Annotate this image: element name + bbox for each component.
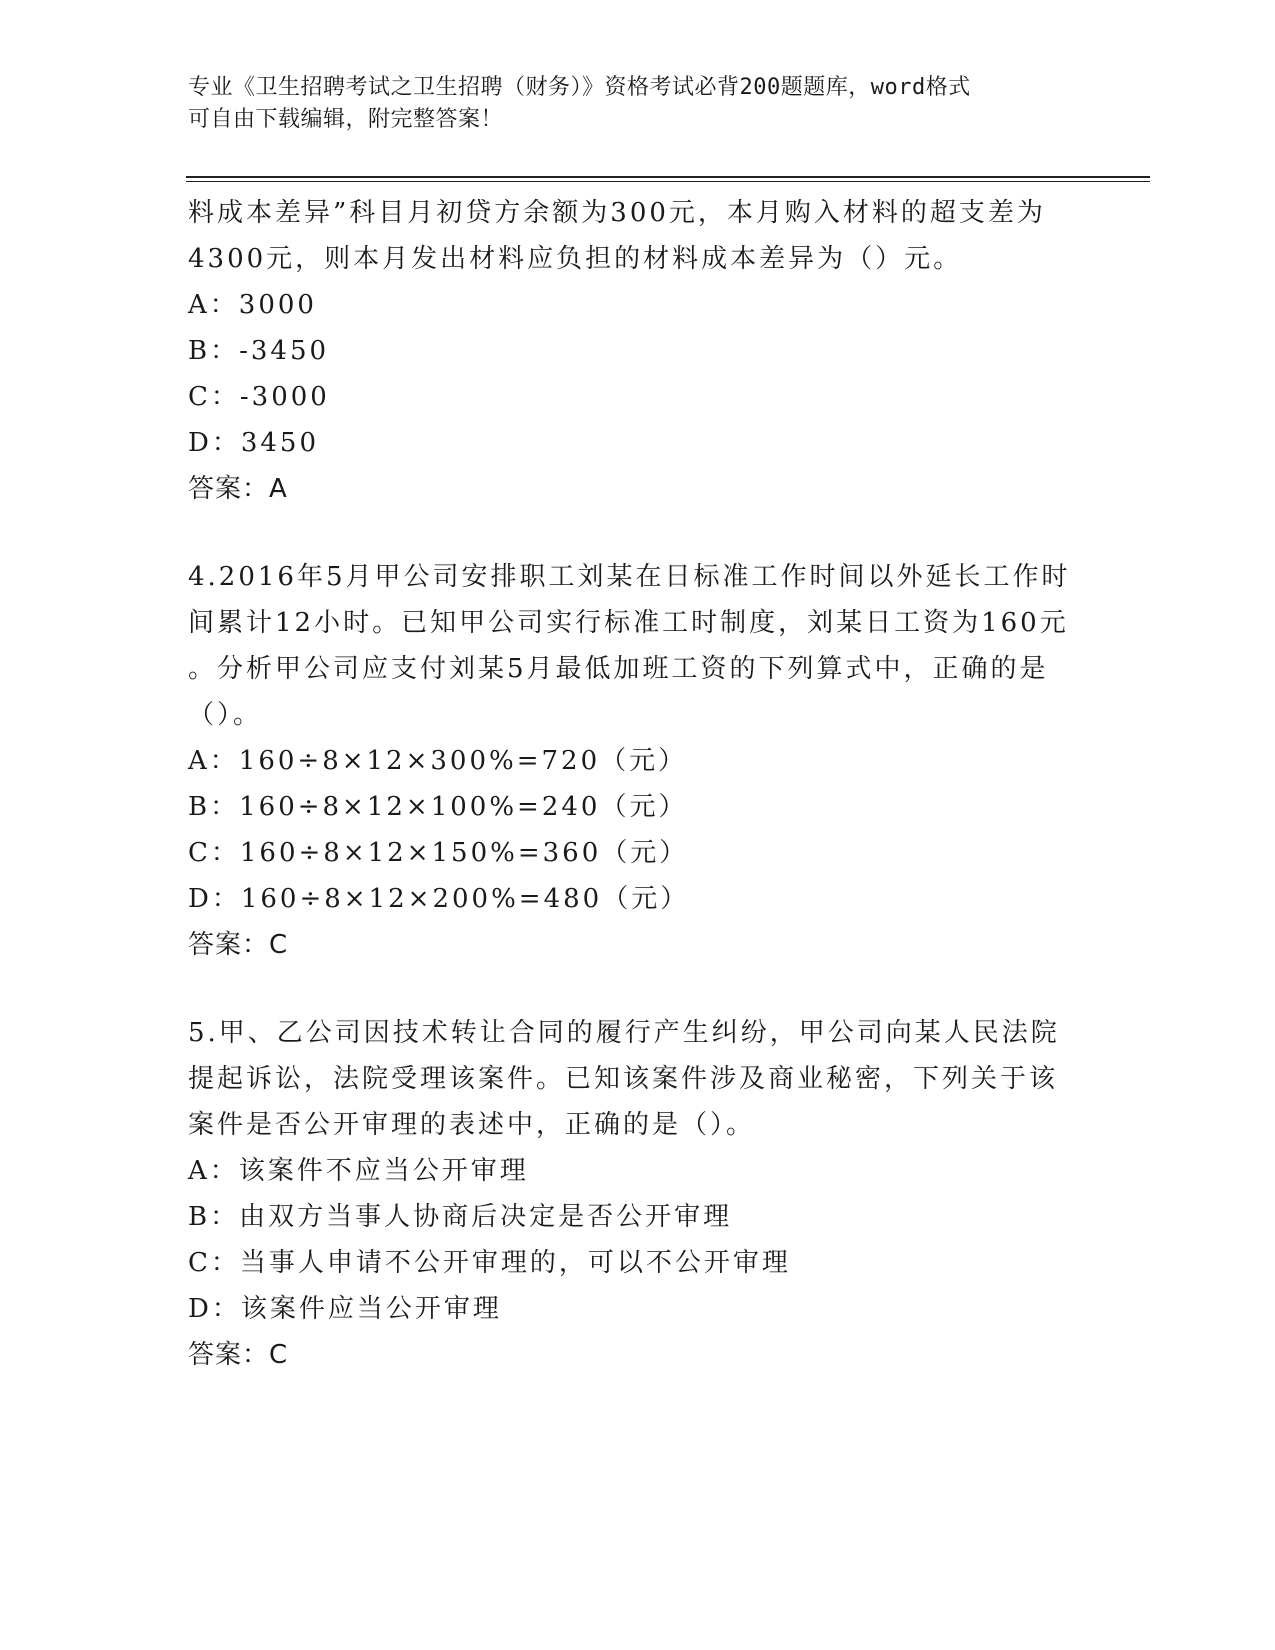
- spacer: [188, 512, 1088, 554]
- question-5: [188, 1010, 1088, 1378]
- header-divider-thin: [186, 181, 1150, 182]
- question-stem-line: 料成本差异”科目月初贷方余额为300元，本月购入材料的超支差为: [188, 198, 1046, 228]
- question-3: [188, 190, 1088, 512]
- option-c: C：当事人申请不公开审理的，可以不公开审理: [188, 1248, 791, 1278]
- question-stem-line: 4300元，则本月发出材料应负担的材料成本差异为（）元。: [188, 244, 963, 274]
- answer-line: 答案：C: [188, 930, 289, 960]
- option-a: A：160÷8×12×300%=720（元）: [188, 746, 688, 776]
- question-stem-line: 案件是否公开审理的表述中，正确的是（）。: [188, 1110, 756, 1140]
- option-d: D：3450: [188, 428, 320, 458]
- option-d: D：该案件应当公开审理: [188, 1294, 502, 1324]
- option-c: C：160÷8×12×150%=360（元）: [188, 838, 689, 868]
- option-b: B：160÷8×12×100%=240（元）: [188, 792, 688, 822]
- option-a: A：3000: [188, 290, 317, 320]
- answer-line: 答案：A: [188, 474, 288, 504]
- question-stem-line: 4.2016年5月甲公司安排职工刘某在日标准工作时间以外延长工作时: [188, 562, 1071, 592]
- option-c: C：-3000: [188, 382, 330, 412]
- document-body: [188, 190, 1088, 1378]
- question-stem-line: （）。: [188, 700, 263, 730]
- header-line-2: 可自由下载编辑，附完整答案！: [188, 107, 504, 132]
- question-stem-line: 提起诉讼，法院受理该案件。已知该案件涉及商业秘密，下列关于该: [188, 1064, 1059, 1094]
- question-stem-line: 。分析甲公司应支付刘某5月最低加班工资的下列算式中，正确的是: [188, 654, 1049, 684]
- question-4: [188, 554, 1088, 968]
- question-stem-line: 间累计12小时。已知甲公司实行标准工时制度，刘某日工资为160元: [188, 608, 1069, 638]
- answer-line: 答案：C: [188, 1340, 289, 1370]
- question-stem-line: 5.甲、乙公司因技术转让合同的履行产生纠纷，甲公司向某人民法院: [188, 1018, 1060, 1048]
- option-b: B：由双方当事人协商后决定是否公开审理: [188, 1202, 733, 1232]
- option-b: B：-3450: [188, 336, 330, 366]
- document-header: [188, 72, 1088, 136]
- spacer: [188, 968, 1088, 1010]
- header-line-1: 专业《卫生招聘考试之卫生招聘（财务）》资格考试必背200题题库，word格式: [188, 75, 971, 100]
- header-divider-thick: [186, 176, 1150, 178]
- option-d: D：160÷8×12×200%=480（元）: [188, 884, 690, 914]
- option-a: A：该案件不应当公开审理: [188, 1156, 529, 1186]
